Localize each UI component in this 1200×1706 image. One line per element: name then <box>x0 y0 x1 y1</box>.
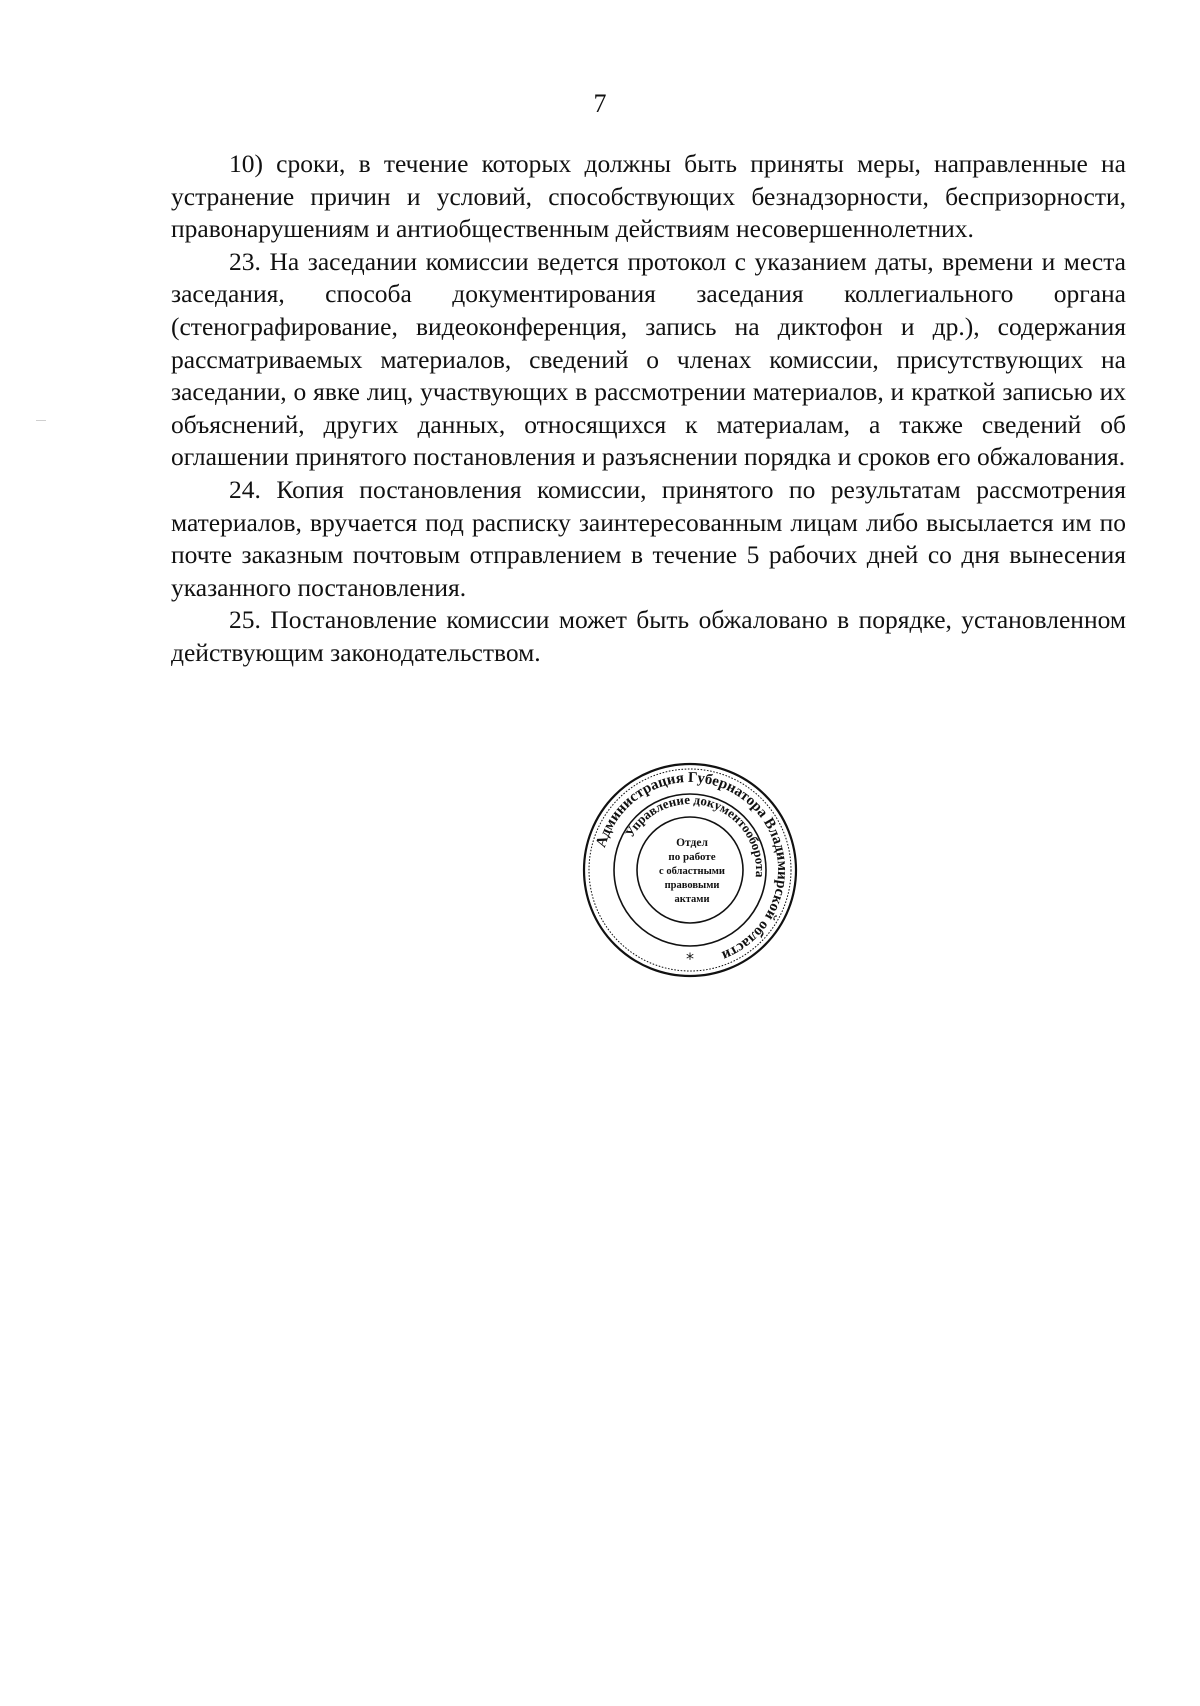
page-number: 7 <box>593 89 607 118</box>
stamp-center-line-5: актами <box>674 894 710 905</box>
paragraph-24: 24. Копия постановления комиссии, принятого по результатам рассмотрения материалов, вручается под расписку заинтересованным лицам либо высылается им по почте заказным почтовым отправлением в течение 5 рабочих дней со дня вынесения указанного постановления. <box>171 474 1126 602</box>
stamp-center-line-3: с областными <box>659 866 725 877</box>
stamp-graphic <box>580 760 800 980</box>
paragraph-25: 25. Постановление комиссии может быть обжаловано в порядке, установленном действующим законодательством. <box>171 605 1126 667</box>
stamp-star-icon: * <box>686 949 694 968</box>
paragraph-23: 23. На заседании комиссии ведется протокол с указанием даты, времени и места заседания, способа документирования заседания коллегиального органа (стенографирование, видеоконференция, запись на диктофон и др.), содержания рассматриваемых материалов, сведений о членах комиссии, присутствующих на заседании, о явке лиц, участвующих в рассмотрении материалов, и краткой записью их объяснений, других данных, относящихся к материалам, а также сведений об оглашении принятого постановления и разъяснении порядка и сроков его обжалования. <box>171 246 1126 472</box>
paragraph-item-10: 10) сроки, в течение которых должны быть приняты меры, направленные на устранение причин и условий, способствующих безнадзорности, беспризорности, правонарушениям и антиобщественным действиям несовершеннолетних. <box>171 149 1126 244</box>
stamp-outer-text: Администрация Губернатора Владимирской области <box>593 769 791 964</box>
stamp-center-line-4: правовыми <box>664 880 720 891</box>
stamp-inner-ring-text: Управление документооборота <box>621 791 769 878</box>
document-body <box>171 148 1126 670</box>
scan-artifact <box>36 420 46 421</box>
stamp-center-line-2: по работе <box>668 851 716 863</box>
official-stamp <box>580 760 800 980</box>
stamp-center-line-1: Отдел <box>676 837 708 849</box>
